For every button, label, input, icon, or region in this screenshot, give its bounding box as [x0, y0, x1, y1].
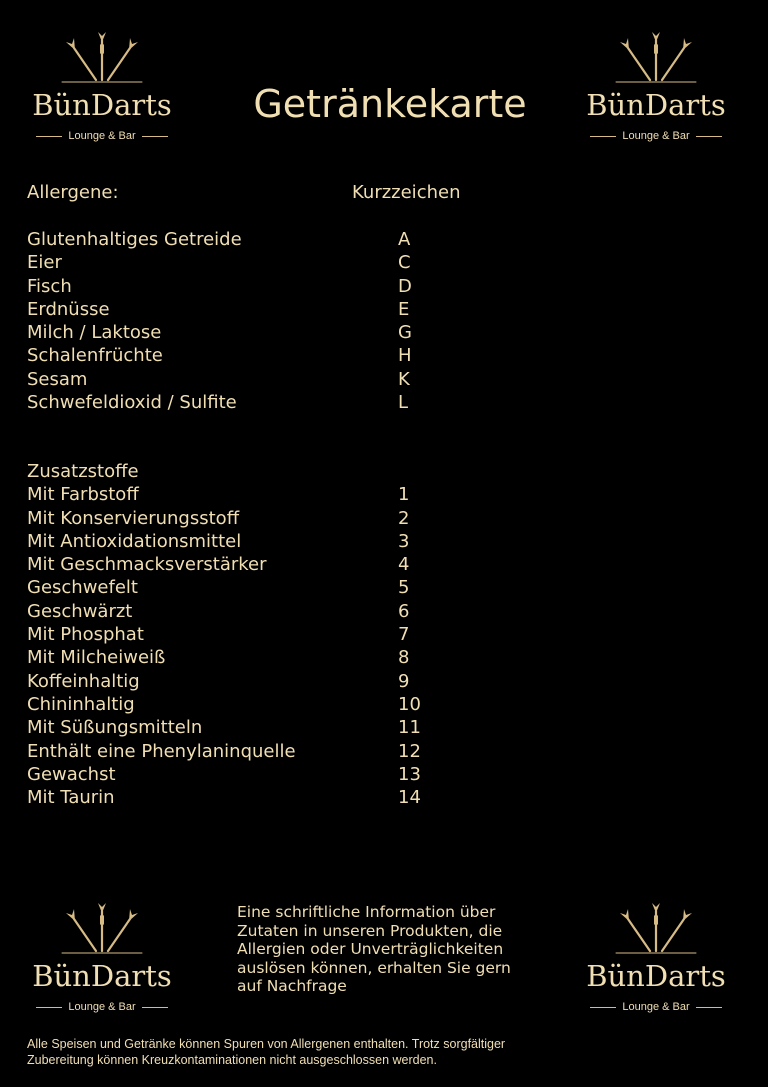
item-code: 1 — [398, 484, 410, 506]
list-item — [27, 740, 447, 763]
item-label: Mit Konservierungsstoff — [27, 507, 240, 529]
page-title: Getränkekarte — [253, 82, 527, 126]
item-code: 5 — [398, 577, 410, 599]
item-label: Schalenfrüchte — [27, 345, 163, 367]
list-item — [27, 623, 447, 646]
note-line: Allergien oder Unverträglichkeiten — [237, 940, 504, 958]
item-code: 6 — [398, 600, 410, 622]
list-item — [27, 693, 447, 716]
allergens-header: Allergene: — [27, 182, 119, 203]
item-label: Mit Süßungsmitteln — [27, 717, 203, 739]
list-item — [27, 391, 447, 414]
disclaimer-line: Alle Speisen und Getränke können Spuren von Allergenen enthalten. Trotz sorgfältiger — [27, 1037, 506, 1051]
item-label: Milch / Laktose — [27, 322, 162, 344]
item-code: 13 — [398, 763, 421, 785]
list-item — [27, 228, 447, 251]
note-line: auslösen können, erhalten Sie gern — [237, 958, 511, 977]
disclaimer — [27, 1036, 747, 1068]
list-item — [27, 321, 447, 344]
list-item — [27, 251, 447, 274]
list-item — [27, 576, 447, 599]
list-item — [27, 646, 447, 669]
list-item — [27, 275, 447, 298]
logo-brand: BünDarts — [32, 959, 172, 993]
item-code: 3 — [398, 530, 410, 552]
list-item — [27, 786, 447, 809]
item-label: Mit Antioxidationsmittel — [27, 530, 242, 552]
allergy-info-note — [237, 903, 547, 996]
additive-list — [27, 460, 447, 809]
item-code: 4 — [398, 554, 410, 576]
item-label: Koffeinhaltig — [27, 670, 140, 692]
logo-top-right — [576, 30, 736, 150]
logo-subtitle: Lounge & Bar — [22, 1001, 182, 1013]
list-item — [27, 368, 447, 391]
item-code: 12 — [398, 740, 421, 762]
list-item — [27, 600, 447, 623]
item-label: Mit Taurin — [27, 787, 115, 809]
item-code: 8 — [398, 647, 410, 669]
list-item — [27, 507, 447, 530]
allergen-list — [27, 228, 447, 414]
item-code: G — [398, 322, 412, 344]
item-label: Sesam — [27, 368, 88, 390]
item-label: Geschwefelt — [27, 577, 138, 599]
item-code: 9 — [398, 670, 410, 692]
logo-brand: BünDarts — [586, 959, 726, 993]
logo-subtitle: Lounge & Bar — [576, 130, 736, 142]
item-code: H — [398, 345, 412, 367]
item-label: Mit Farbstoff — [27, 484, 139, 506]
item-label: Gewachst — [27, 763, 116, 785]
logo-subtitle: Lounge & Bar — [22, 130, 182, 142]
list-item — [27, 530, 447, 553]
logo-brand: BünDarts — [32, 88, 172, 122]
item-code: 10 — [398, 693, 421, 715]
darts-icon — [56, 901, 148, 957]
item-code: 7 — [398, 624, 410, 646]
item-label: Fisch — [27, 275, 72, 297]
logo-bottom-left — [22, 901, 182, 1021]
list-item — [27, 483, 447, 506]
list-item — [27, 344, 447, 367]
logo-subtitle: Lounge & Bar — [576, 1001, 736, 1013]
item-label: Eier — [27, 252, 62, 274]
disclaimer-line: Zubereitung können Kreuzkontaminationen nicht ausgeschlossen werden. — [27, 1053, 437, 1067]
item-label: Mit Phosphat — [27, 624, 144, 646]
item-code: 14 — [398, 787, 421, 809]
note-line: Eine schriftliche Information über — [237, 903, 496, 921]
list-item — [27, 553, 447, 576]
item-code: K — [398, 368, 410, 390]
additives-header — [27, 460, 447, 483]
logo-bottom-right — [576, 901, 736, 1021]
list-item — [27, 763, 447, 786]
section-title: Zusatzstoffe — [27, 461, 139, 482]
list-item — [27, 670, 447, 693]
item-label: Enthält eine Phenylaninquelle — [27, 740, 296, 762]
item-label: Geschwärzt — [27, 600, 133, 622]
list-item — [27, 298, 447, 321]
item-label: Erdnüsse — [27, 298, 110, 320]
item-label: Chininhaltig — [27, 693, 135, 715]
code-header: Kurzzeichen — [352, 182, 461, 203]
item-label: Schwefeldioxid / Sulfite — [27, 392, 237, 414]
note-line: Zutaten in unseren Produkten, die — [237, 921, 503, 940]
item-code: 11 — [398, 717, 421, 739]
item-label: Mit Geschmacksverstärker — [27, 554, 267, 576]
item-label: Mit Milcheiweiß — [27, 647, 166, 669]
darts-icon — [610, 901, 702, 957]
item-code: L — [398, 392, 409, 414]
item-label: Glutenhaltiges Getreide — [27, 229, 242, 250]
item-code: 2 — [398, 507, 410, 529]
item-code: E — [398, 298, 410, 320]
logo-brand: BünDarts — [586, 88, 726, 122]
logo-top-left — [22, 30, 182, 150]
darts-icon — [56, 30, 148, 86]
item-code: C — [398, 252, 411, 274]
darts-icon — [610, 30, 702, 86]
note-line: auf Nachfrage — [237, 977, 347, 995]
item-code: D — [398, 275, 412, 297]
list-item — [27, 716, 447, 739]
item-code: A — [398, 229, 411, 250]
